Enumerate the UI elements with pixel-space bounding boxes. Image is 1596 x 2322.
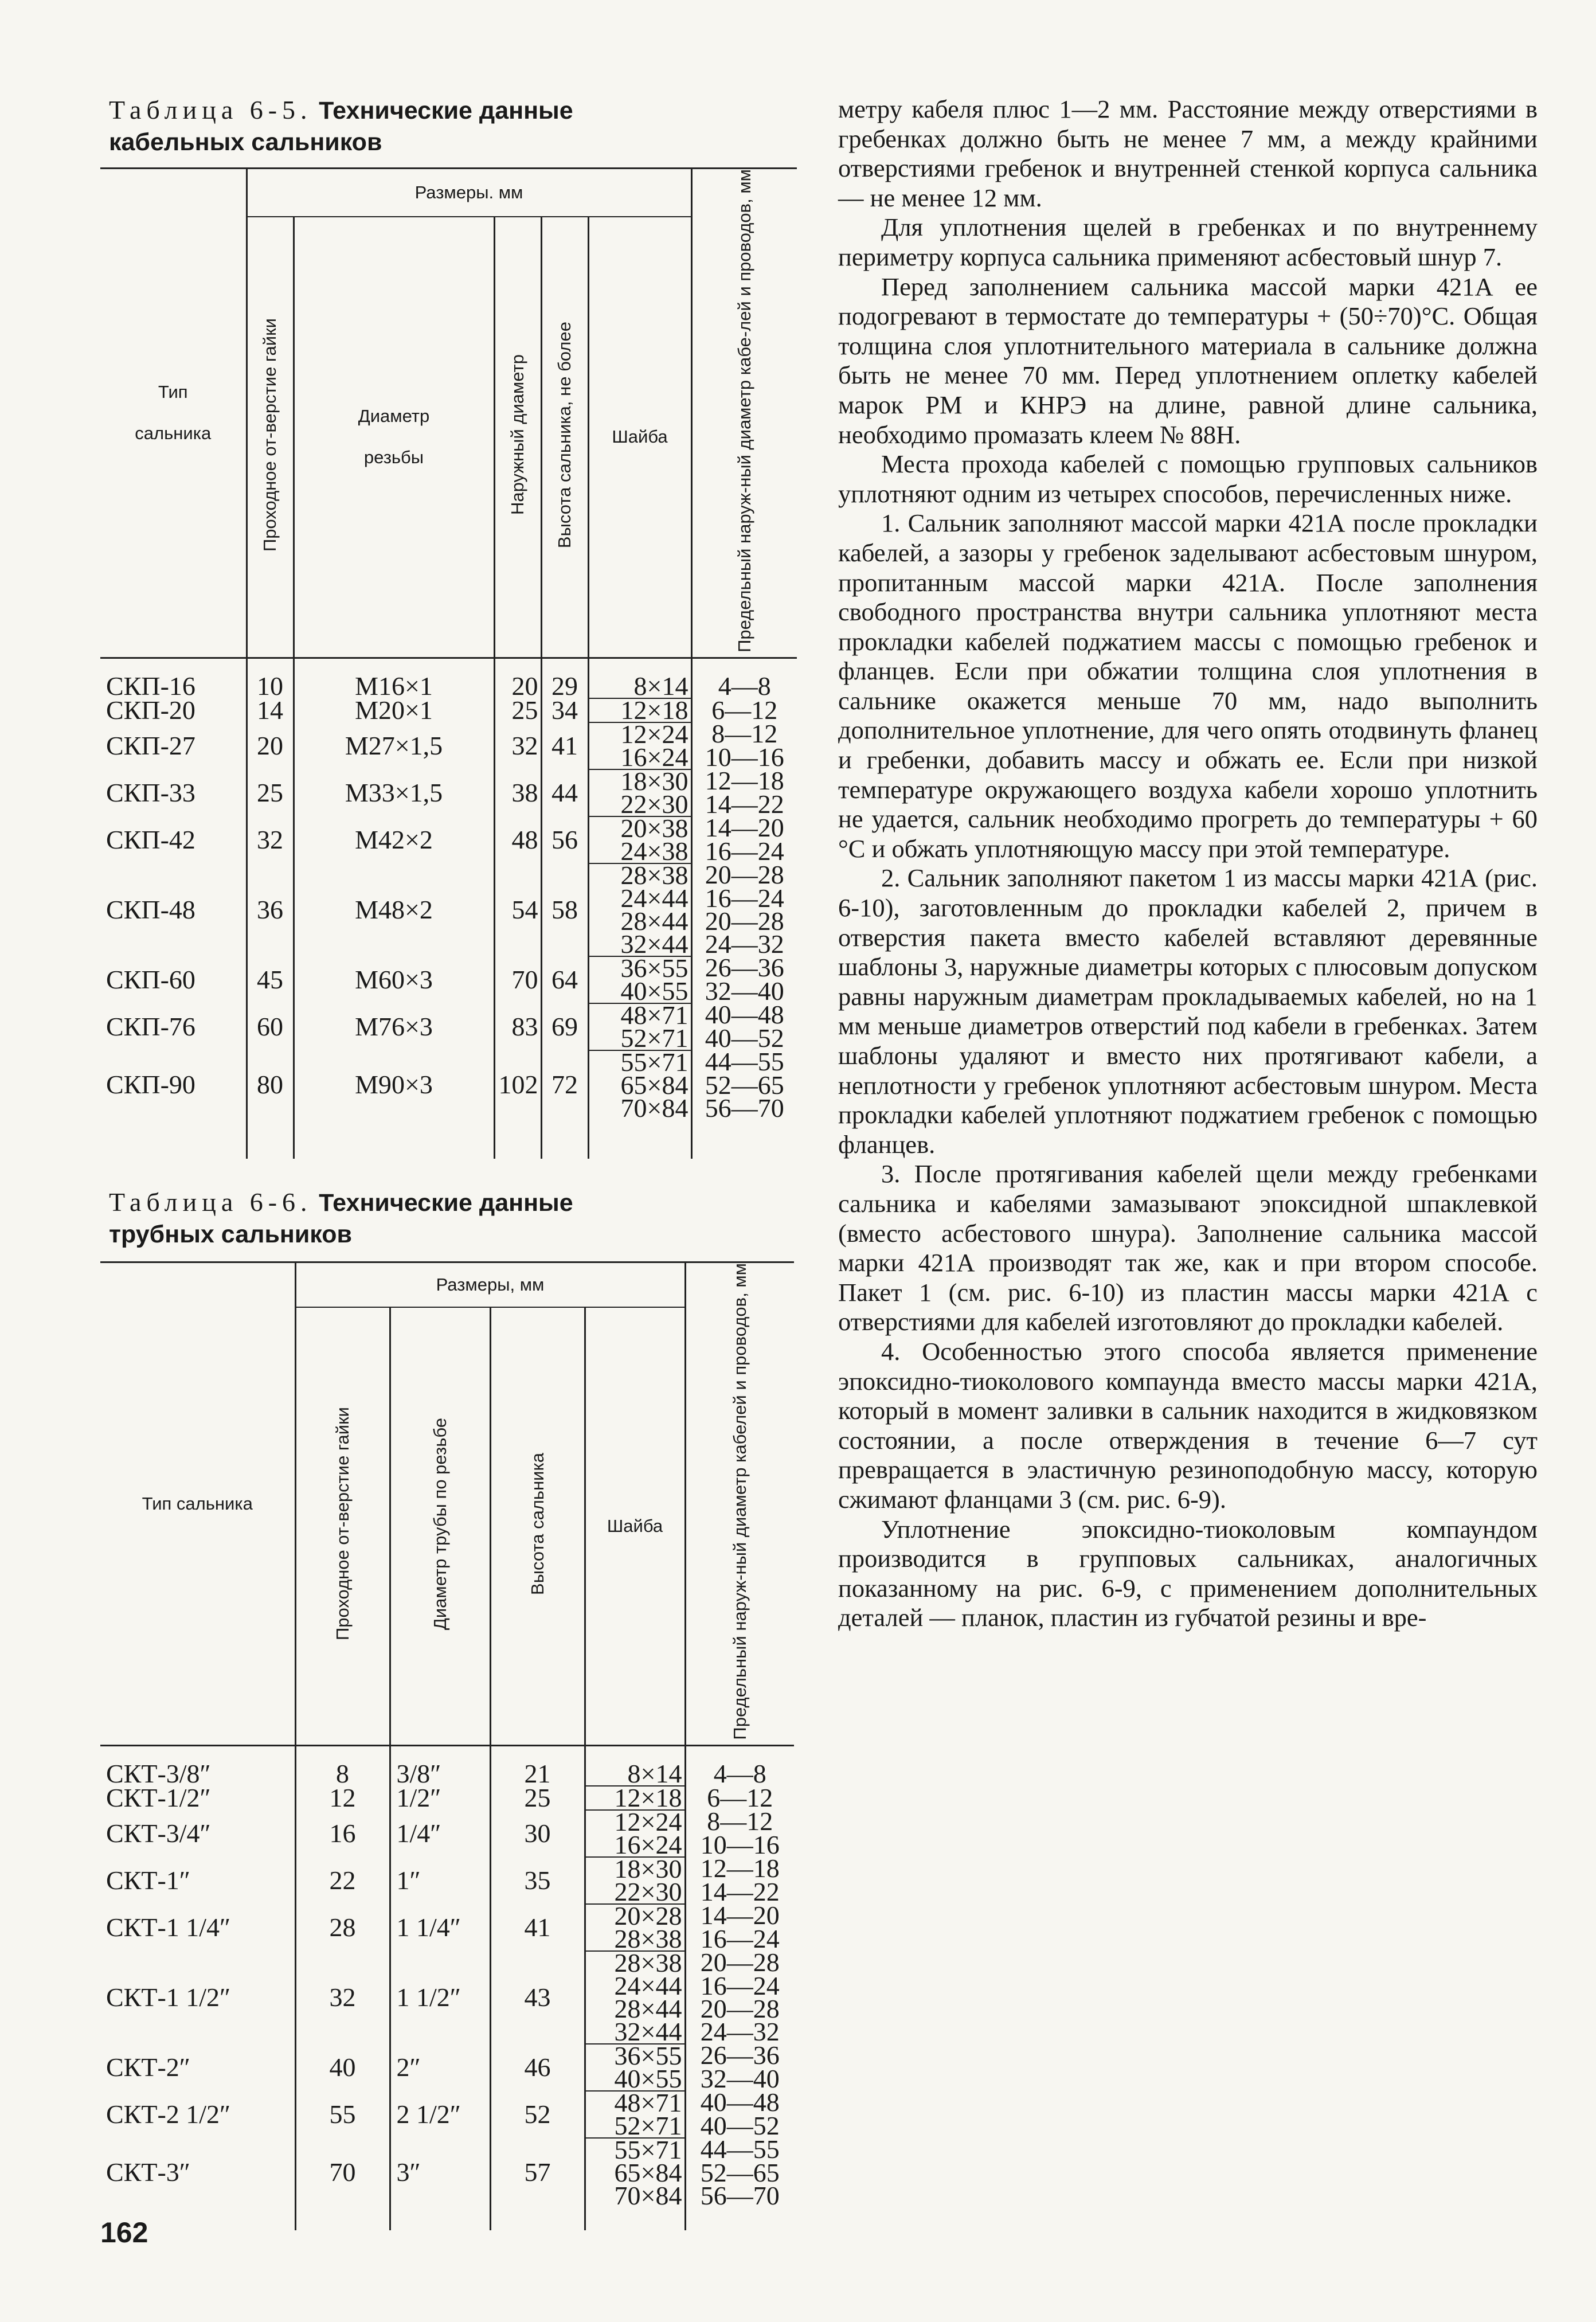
row-outer: 70 [494, 956, 541, 1003]
row-limit: 4—8 [691, 658, 797, 698]
row-washer: 32×44 [585, 2020, 685, 2044]
row-height: 21 [490, 1745, 585, 1786]
row-height: 46 [490, 2044, 585, 2091]
tail-cell [247, 1120, 294, 1159]
table-row [100, 816, 797, 840]
row-limit: 14—22 [691, 793, 797, 816]
table-row [100, 1904, 794, 1928]
row-height: 69 [541, 1003, 588, 1050]
row-washer: 55×71 [588, 1050, 691, 1074]
row-bore: 16 [295, 1810, 390, 1857]
row-limit: 6—12 [685, 1786, 794, 1810]
row-thread: M76×3 [294, 1003, 494, 1050]
paragraph: 1. Сальник заполняют массой марки 421А после прокладки кабелей, а зазоры у гребенок заделывают асбестовым шнуром, пропитанным массой марки 421А. После заполнения свободного пространства внутри сальника уплотняют места прокладки кабелей поджатием массы с помощью гребенок и фланцев. Если при обжатии толщина слоя уплотнения в сальнике окажется меньше 70 мм, надо выполнить дополнительное уплотнение, для чего опять отодвинуть фланец и гребенки, добавить массу и обжать ее. Если при низкой температуре окружающего воздуха кабели хорошо уплотнить не удается, сальник необходимо прогреть до температуры + 60 °С и обжать уплотняющую массу при этой температуре. [838, 509, 1538, 863]
row-pipe: 1″ [390, 1857, 490, 1904]
row-bore: 22 [295, 1857, 390, 1904]
row-bore: 32 [295, 1951, 390, 2044]
table1-header-thread-line2: резьбы [363, 447, 424, 468]
table2-header-sizes: Размеры, мм [295, 1262, 685, 1308]
row-outer: 20 [494, 658, 541, 698]
row-washer: 70×84 [588, 1097, 691, 1120]
row-washer: 16×24 [588, 746, 691, 769]
row-limit: 14—20 [691, 816, 797, 840]
row-type: СКП-33 [106, 777, 195, 807]
row-washer: 40×55 [585, 2067, 685, 2091]
row-pipe: 1/2″ [390, 1786, 490, 1810]
paragraph: 2. Сальник заполняют пакетом 1 из массы марки 421А (рис. 6-10), заготовленным до прокладки кабелей 2, причем в отверстия пакета вместо кабелей вставляют деревянные шаблоны 3, наружные диаметры которых с плюсовым допуском равны наружным диаметрам прокладываемых кабелей, но на 1 мм меньше диаметров отверстий под кабели в гребенках. Затем шаблоны удаляют и вместо них протягивают кабели, а неплотности у гребенок уплотняют асбестовым шнуром. Места прокладки кабелей уплотняют поджатием гребенок с помощью фланцев. [838, 863, 1538, 1159]
table1-header-sizes: Размеры. мм [247, 169, 691, 217]
row-washer: 28×38 [588, 863, 691, 887]
row-outer: 25 [494, 698, 541, 722]
row-type: СКП-16 [106, 671, 195, 701]
tail-cell [100, 1120, 247, 1159]
row-thread: M27×1,5 [294, 722, 494, 769]
table2-title-line1: Технические данные [319, 1189, 573, 1217]
row-limit: 16—24 [685, 1975, 794, 1997]
row-washer: 22×30 [585, 1881, 685, 1904]
table2-header-pipe: Диаметр трубы по резьбе [390, 1307, 490, 1745]
row-washer: 12×18 [588, 698, 691, 722]
row-washer: 55×71 [585, 2138, 685, 2161]
row-washer: 16×24 [585, 1834, 685, 1857]
row-limit: 24—32 [691, 933, 797, 956]
row-bore: 25 [247, 769, 294, 816]
row-limit: 8—12 [685, 1810, 794, 1834]
row-washer: 65×84 [588, 1074, 691, 1097]
table2 [100, 1261, 794, 2230]
paragraph: Места прохода кабелей с помощью групповых сальников уплотняют одним из четырех способов, перечисленных ниже. [838, 449, 1538, 508]
row-outer: 38 [494, 769, 541, 816]
row-washer: 18×30 [585, 1857, 685, 1881]
table1-header-type-line2: сальника [135, 423, 212, 444]
paragraph: Перед заполнением сальника массой марки 421А ее подогревают в термостате до температуры + (50÷70)°С. Общая толщина слоя уплотнительного материала в сальнике должна быть не менее 70 мм. Перед уплотнением оплетку кабелей марок РМ и КНРЭ на длине, равной длине сальника, необходимо промазать клеем № 88Н. [838, 272, 1538, 449]
row-limit: 20—28 [685, 1951, 794, 1975]
row-limit: 56—70 [691, 1097, 797, 1120]
tail-cell [294, 1120, 494, 1159]
row-type: СКП-48 [106, 894, 195, 924]
row-thread: M48×2 [294, 863, 494, 956]
tail-cell [585, 2207, 685, 2230]
table-row [100, 1003, 797, 1027]
row-limit: 20—28 [685, 1997, 794, 2020]
table1-header-height: Высота сальника, не более [541, 217, 588, 658]
table1-header-thread [294, 217, 494, 658]
table-row [100, 2138, 794, 2161]
row-washer: 24×44 [585, 1975, 685, 1997]
paragraph: метру кабеля плюс 1—2 мм. Расстояние между отверстиями в гребенках должно быть не менее 7 мм, а между крайними отверстиями гребенок и внутренней стенкой корпуса сальника — не менее 12 мм. [838, 95, 1538, 212]
row-washer: 52×71 [588, 1027, 691, 1050]
row-height: 52 [490, 2091, 585, 2138]
row-bore: 20 [247, 722, 294, 769]
row-type: СКТ-2″ [106, 2052, 190, 2082]
row-pipe: 2″ [390, 2044, 490, 2091]
row-type: СКП-27 [106, 730, 195, 760]
row-washer: 70×84 [585, 2184, 685, 2207]
table1-header-thread-line1: Диаметр [358, 406, 430, 427]
table-row [100, 2091, 794, 2114]
row-washer: 12×24 [588, 722, 691, 746]
row-type: СКТ-3″ [106, 2157, 190, 2187]
tail-cell [588, 1120, 691, 1159]
row-type: СКП-76 [106, 1011, 195, 1041]
table-tail [100, 1120, 797, 1159]
row-washer: 24×44 [588, 887, 691, 910]
row-pipe: 3″ [390, 2138, 490, 2207]
row-washer: 8×14 [588, 658, 691, 698]
row-washer: 24×38 [588, 840, 691, 863]
table1-header-limit: Предельный наруж-ный диаметр кабе-лей и проводов, мм [691, 169, 797, 658]
row-pipe: 1 1/2″ [390, 1951, 490, 2044]
row-type: СКП-42 [106, 824, 195, 854]
row-thread: M33×1,5 [294, 769, 494, 816]
row-pipe: 3/8″ [390, 1745, 490, 1786]
row-height: 44 [541, 769, 588, 816]
row-thread: M20×1 [294, 698, 494, 722]
row-limit: 4—8 [685, 1745, 794, 1786]
table-row [100, 1786, 794, 1810]
row-limit: 26—36 [691, 956, 797, 980]
tail-cell [691, 1120, 797, 1159]
row-washer: 28×38 [585, 1951, 685, 1975]
row-limit: 40—48 [691, 1003, 797, 1027]
row-limit: 40—48 [685, 2091, 794, 2114]
row-limit: 12—18 [685, 1857, 794, 1881]
row-limit: 16—24 [691, 887, 797, 910]
row-limit: 6—12 [691, 698, 797, 722]
row-bore: 28 [295, 1904, 390, 1951]
row-height: 58 [541, 863, 588, 956]
row-outer: 83 [494, 1003, 541, 1050]
table-row [100, 956, 797, 980]
row-limit: 44—55 [685, 2138, 794, 2161]
row-type: СКТ-3/4″ [106, 1818, 211, 1848]
table2-header-type: Тип сальника [100, 1262, 295, 1746]
row-limit: 20—28 [691, 910, 797, 933]
row-height: 41 [490, 1904, 585, 1951]
table2-label: Таблица 6-6. [109, 1187, 312, 1217]
row-bore: 40 [295, 2044, 390, 2091]
row-height: 41 [541, 722, 588, 769]
table-row [100, 1050, 797, 1074]
row-bore: 80 [247, 1050, 294, 1120]
row-washer: 40×55 [588, 980, 691, 1003]
row-washer: 65×84 [585, 2161, 685, 2184]
row-height: 35 [490, 1857, 585, 1904]
row-pipe: 2 1/2″ [390, 2091, 490, 2138]
row-limit: 8—12 [691, 722, 797, 746]
table2-title-line2: трубных сальников [109, 1221, 352, 1248]
row-bore: 55 [295, 2091, 390, 2138]
row-limit: 20—28 [691, 863, 797, 887]
tail-cell [490, 2207, 585, 2230]
page-number: 162 [100, 2217, 148, 2249]
row-limit: 10—16 [685, 1834, 794, 1857]
table1-label: Таблица 6-5. [109, 95, 312, 124]
row-type: СКТ-1/2″ [106, 1782, 211, 1812]
tail-cell [494, 1120, 541, 1159]
row-limit: 14—20 [685, 1904, 794, 1928]
table-row [100, 2044, 794, 2067]
tail-cell [541, 1120, 588, 1159]
row-limit: 44—55 [691, 1050, 797, 1074]
table-row [100, 658, 797, 698]
row-bore: 12 [295, 1786, 390, 1810]
row-washer: 48×71 [588, 1003, 691, 1027]
table-row [100, 769, 797, 793]
row-washer: 28×44 [588, 910, 691, 933]
row-thread: M16×1 [294, 658, 494, 698]
row-limit: 10—16 [691, 746, 797, 769]
table1-title-line1: Технические данные [319, 97, 573, 124]
row-thread: M90×3 [294, 1050, 494, 1120]
table-row [100, 698, 797, 722]
row-washer: 18×30 [588, 769, 691, 793]
row-limit: 52—65 [691, 1074, 797, 1097]
row-limit: 16—24 [691, 840, 797, 863]
row-limit: 40—52 [691, 1027, 797, 1050]
table2-caption [109, 1187, 797, 1250]
row-washer: 12×24 [585, 1810, 685, 1834]
paragraph: Уплотнение эпоксидно-тиоколовым компаундом производится в групповых сальниках, аналогичных показанному на рис. 6-9, с применением дополнительных деталей — планок, пластин из губчатой резины и вре- [838, 1514, 1538, 1632]
row-outer: 102 [494, 1050, 541, 1120]
row-bore: 32 [247, 816, 294, 863]
table2-header-washer: Шайба [585, 1307, 685, 1745]
row-washer: 48×71 [585, 2091, 685, 2114]
row-height: 30 [490, 1810, 585, 1857]
row-height: 29 [541, 658, 588, 698]
row-bore: 70 [295, 2138, 390, 2207]
row-limit: 12—18 [691, 769, 797, 793]
row-height: 34 [541, 698, 588, 722]
table1-header-bore: Проходное от-верстие гайки [247, 217, 294, 658]
row-height: 43 [490, 1951, 585, 2044]
table2-header-limit: Предельный наруж-ный диаметр кабелей и проводов, мм [685, 1262, 794, 1746]
row-pipe: 1 1/4″ [390, 1904, 490, 1951]
row-type: СКП-20 [106, 695, 195, 725]
body-text [838, 95, 1538, 1633]
row-limit: 32—40 [691, 980, 797, 1003]
row-bore: 45 [247, 956, 294, 1003]
row-thread: M60×3 [294, 956, 494, 1003]
row-bore: 8 [295, 1745, 390, 1786]
table1-title-line2: кабельных сальников [109, 128, 382, 156]
table1-header-washer: Шайба [588, 217, 691, 658]
row-washer: 28×38 [585, 1928, 685, 1951]
row-washer: 36×55 [588, 956, 691, 980]
table-row [100, 1810, 794, 1834]
row-limit: 14—22 [685, 1881, 794, 1904]
row-type: СКП-90 [106, 1070, 195, 1100]
row-outer: 32 [494, 722, 541, 769]
row-limit: 52—65 [685, 2161, 794, 2184]
row-limit: 16—24 [685, 1928, 794, 1951]
row-washer: 52×71 [585, 2114, 685, 2138]
tail-cell [390, 2207, 490, 2230]
row-limit: 56—70 [685, 2184, 794, 2207]
row-limit: 26—36 [685, 2044, 794, 2067]
row-type: СКТ-1 1/4″ [106, 1912, 231, 1942]
row-height: 56 [541, 816, 588, 863]
row-washer: 20×28 [585, 1904, 685, 1928]
row-limit: 24—32 [685, 2020, 794, 2044]
row-outer: 54 [494, 863, 541, 956]
row-height: 72 [541, 1050, 588, 1120]
paragraph: 4. Особенностью этого способа является применение эпоксидно-тиоколового компаунда вместо массы марки 421А, который в момент заливки в сальник находится в жидковязком состоянии, а после отверждения в течение 6—7 сут превращается в эластичную резиноподобную массу, которую сжимают фланцами 3 (см. рис. 6-9). [838, 1336, 1538, 1514]
row-type: СКТ-2 1/2″ [106, 2099, 231, 2129]
row-bore: 60 [247, 1003, 294, 1050]
table-row [100, 722, 797, 746]
paragraph: Для уплотнения щелей в гребенках и по внутреннему периметру корпуса сальника применяют асбестовый шнур 7. [838, 213, 1538, 271]
table1-header-type-line1: Тип [158, 382, 188, 402]
table1-caption [109, 95, 797, 158]
row-height: 25 [490, 1786, 585, 1810]
row-washer: 8×14 [585, 1745, 685, 1786]
row-type: СКП-60 [106, 964, 195, 994]
row-bore: 14 [247, 698, 294, 722]
row-height: 64 [541, 956, 588, 1003]
row-bore: 36 [247, 863, 294, 956]
table-row [100, 1745, 794, 1786]
row-outer: 48 [494, 816, 541, 863]
table1 [100, 167, 797, 1159]
row-washer: 22×30 [588, 793, 691, 816]
row-limit: 40—52 [685, 2114, 794, 2138]
row-type: СКТ-1″ [106, 1865, 190, 1895]
row-pipe: 1/4″ [390, 1810, 490, 1857]
row-washer: 20×38 [588, 816, 691, 840]
table2-header-bore: Проходное от-верстие гайки [295, 1307, 390, 1745]
table-row [100, 1857, 794, 1881]
table1-header-outer: Наружный диаметр [494, 217, 541, 658]
row-height: 57 [490, 2138, 585, 2207]
tail-cell [295, 2207, 390, 2230]
row-type: СКТ-1 1/2″ [106, 1982, 231, 2012]
row-washer: 32×44 [588, 933, 691, 956]
row-bore: 10 [247, 658, 294, 698]
tail-cell [685, 2207, 794, 2230]
table1-header-type [100, 169, 247, 658]
table-tail [100, 2207, 794, 2230]
table2-header-height: Высота сальника [490, 1307, 585, 1745]
row-washer: 28×44 [585, 1997, 685, 2020]
row-thread: M42×2 [294, 816, 494, 863]
table-row [100, 863, 797, 887]
row-washer: 12×18 [585, 1786, 685, 1810]
table-row [100, 1951, 794, 1975]
row-limit: 32—40 [685, 2067, 794, 2091]
row-type: СКТ-3/8″ [106, 1759, 211, 1789]
row-washer: 36×55 [585, 2044, 685, 2067]
paragraph: 3. После протягивания кабелей щели между гребенками сальника и кабелями замазывают эпоксидной шпаклевкой (вместо асбестового шнура). Заполнение сальника массой марки 421А производят так же, как и при втором способе. Пакет 1 (см. рис. 6-10) из пластин массы марки 421А с отверстиями для кабелей изготовляют до прокладки кабелей. [838, 1159, 1538, 1336]
